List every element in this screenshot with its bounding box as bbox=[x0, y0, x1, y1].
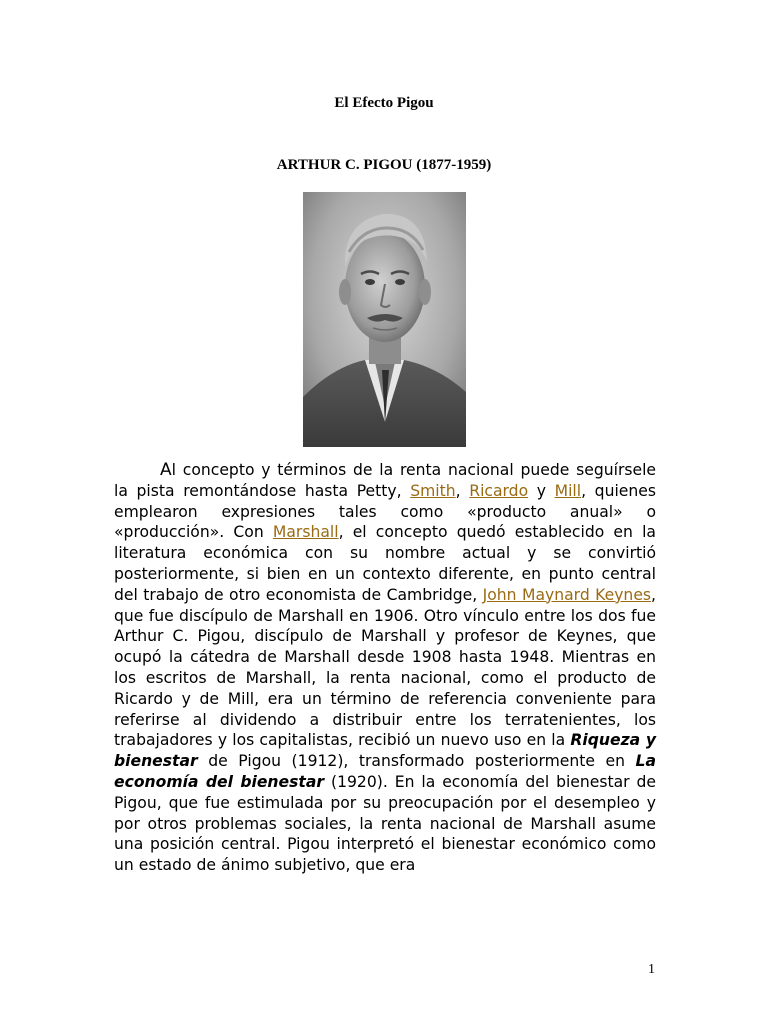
document-subtitle: ARTHUR C. PIGOU (1877-1959) bbox=[276, 157, 492, 173]
link-marshall[interactable]: Marshall bbox=[272, 523, 339, 542]
text-segment: , el concepto quedó establecido en la literatura económica con su nombre actual y se convirtió posteriormente, si bien en un contexto diferente, en punto central del trabajo de otro economista de Cambridge, bbox=[114, 523, 656, 604]
text-segment: , quienes emplearon expresiones tales como «producto anual» o «producción». Con bbox=[114, 481, 656, 542]
text-segment: , bbox=[455, 481, 470, 500]
text-segment: l concepto y términos de la renta nacional puede seguírsele la pista remontándose hasta Petty, bbox=[114, 461, 656, 500]
book-title-riqueza: Riqueza y bienestar bbox=[114, 731, 656, 771]
text-segment: de Pigou (1912), transformado posteriormente en bbox=[197, 752, 636, 771]
text-segment: y bbox=[528, 481, 555, 500]
book-title-economia: La economía del bienestar bbox=[114, 752, 656, 791]
link-keynes[interactable]: John Maynard Keynes bbox=[482, 585, 652, 604]
text-segment: , que fue discípulo de Marshall en 1906. Otro vínculo entre los dos fue Arthur C. Pigou, discípulo de Marshall y profesor de Keynes, que ocupó la cátedra de Marshall desde 1908 hasta 1948. Mientras en los escritos de Marshall, la renta nacional, como el producto de Ricardo y de Mill, era un término de referencia conveniente para referirse al dividendo a distribuir entre los terratenientes, los trabajadores y los capitalistas, recibió un nuevo uso en la bbox=[114, 585, 657, 750]
body-paragraph bbox=[114, 460, 656, 876]
portrait-photo bbox=[303, 192, 466, 447]
link-smith[interactable]: Smith bbox=[410, 481, 456, 500]
link-ricardo[interactable]: Ricardo bbox=[469, 481, 529, 500]
drop-cap: A bbox=[160, 460, 172, 480]
page-number: 1 bbox=[648, 962, 655, 977]
document-title: El Efecto Pigou bbox=[334, 95, 434, 111]
text-segment: (1920). En la economía del bienestar de Pigou, que fue estimulada por su preocupación por el desempleo y por otros problemas sociales, la renta nacional de Marshall asume una posición central. Pigou interpretó el bienestar económico como un estado de ánimo subjetivo, que era bbox=[114, 772, 656, 875]
link-mill[interactable]: Mill bbox=[554, 481, 582, 500]
